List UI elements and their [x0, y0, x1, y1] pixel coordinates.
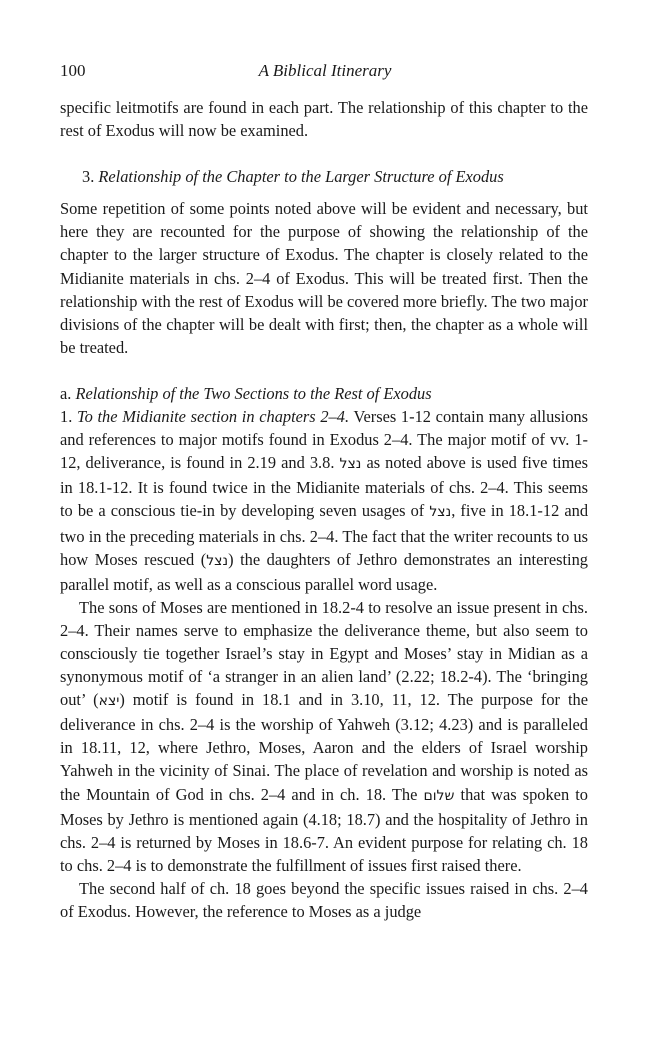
hebrew-word: נצל	[339, 456, 362, 473]
hebrew-word: נצל	[429, 504, 452, 521]
section-heading	[60, 165, 588, 188]
subsection-title: Relationship of the Two Sections to the Rest of Exodus	[75, 383, 432, 403]
hebrew-word: נצל	[206, 552, 229, 569]
paragraph-overview: Some repetition of some points noted above will be evident and necessary, but here they are recounted for the purpose of showing the relationship of the chapter to the larger structure of Exodus. The chapter is closely related to the Midianite materials in chs. 2–4 of Exodus. This will be treated first. Then the relationship with the rest of Exodus will be covered more briefly. The two major divisions of the chapter will be dealt with first; then, the chapter as a whole will be treated.	[60, 199, 588, 357]
body-text	[60, 96, 588, 923]
text-run: ) motif is found in 18.1 and in 3.10, 11, 12. The purpose for the deliverance in chs. 2–4 is the worship of Yahweh (3.12; 4.23) and is paralleled in 18.11, 12, where Jethro, Moses, Aaron and the elders of Israel worship Yahweh in the vicinity of Sinai. The place of revelation and worship is noted as the Mountain of God in chs. 2–4 and in ch. 18. The	[60, 690, 588, 804]
item-number: 1.	[60, 407, 77, 427]
page-number: 100	[60, 61, 86, 80]
section-number: 3.	[82, 167, 99, 187]
paragraph-second-half: The second half of ch. 18 goes beyond the specific issues raised in chs. 2–4 of Exodus. However, the reference to Moses as a judge	[60, 878, 588, 921]
text-run: that was spoken to Moses by Jethro is mentioned again (4.18; 18.7) and the hospitality of Jethro in chs. 2–4 is returned by Moses in 18.6-7. An evident purpose for relating ch. 18 to chs. 2–4 is to demonstrate the fulfillment of issues first raised there.	[60, 784, 588, 875]
subsection-heading	[60, 382, 588, 405]
running-head: A Biblical Itinerary	[258, 61, 392, 80]
subsection-label: a.	[60, 383, 76, 403]
paragraph-intro: specific leitmotifs are found in each part. The relationship of this chapter to the rest of Exodus will now be examined.	[60, 98, 588, 141]
text-run: , five in 18.1-12 and two in the preceding materials in chs. 2–4. The fact that the writer recounts to us how Moses rescued (	[60, 501, 589, 569]
hebrew-word: יצא	[98, 693, 120, 710]
paragraph-sons	[60, 596, 588, 877]
text-run: ) the daughters of Jethro demonstrates an interesting parallel motif, as well as a conscious parallel word usage.	[60, 549, 588, 594]
text-run: Verses 1-12 contain many allusions and references to major motifs found in Exodus 2–4. The major motif of vv. 1-12, deliverance, is found in 2.19 and 3.8.	[60, 407, 588, 473]
hebrew-word: שלום	[423, 787, 455, 804]
page-header	[60, 58, 590, 84]
paragraph-midianite	[60, 405, 588, 596]
item-lead: To the Midianite section in chapters 2–4.	[77, 407, 350, 427]
section-title: Relationship of the Chapter to the Larger Structure of Exodus	[98, 167, 504, 187]
text-run: The sons of Moses are mentioned in 18.2-4 to resolve an issue present in chs. 2–4. Their names serve to emphasize the deliverance theme, but also seem to consciously tie together Israel’s stay in Egypt and Moses’ stay in Midian as a synonymous motif of ‘a stranger in an alien land’ (2.22; 18.2-4). The ‘bringing out’ (	[60, 597, 588, 710]
text-run: as noted above is used five times in 18.1-12. It is found twice in the Midianite materials of chs. 2–4. This seems to be a conscious tie-in by developing seven usages of	[60, 453, 589, 521]
